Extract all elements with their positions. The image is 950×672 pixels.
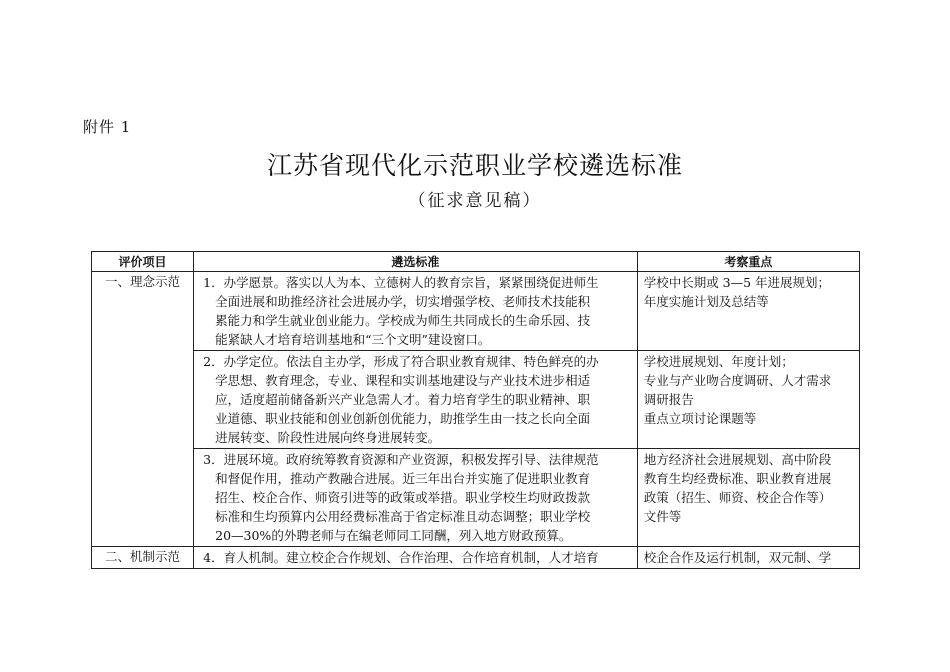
- standard-line: 能紧缺人才培育培训基地和“三个文明”建设窗口。: [215, 332, 491, 347]
- standard-cell: [194, 547, 638, 569]
- category-mechanism: 二、机制示范: [92, 547, 194, 569]
- header-selection-standard: 遴选标准: [194, 252, 638, 272]
- standard-line: 应，适度超前储备新兴产业急需人才。着力培育学生的职业精神、职: [215, 392, 591, 407]
- category-concept: 一、理念示范: [92, 272, 194, 547]
- focus-cell: [637, 272, 859, 351]
- standard-line: 进展转变、阶段性进展向终身进展转变。: [215, 430, 441, 445]
- table-row: [92, 272, 860, 351]
- focus-line: 学校中长期或 3—5 年进展规划；: [643, 275, 831, 290]
- focus-line: 文件等: [643, 509, 682, 524]
- focus-cell: [637, 547, 859, 569]
- focus-line: 教育生均经费标准、职业教育进展: [643, 471, 832, 486]
- standard-cell: [194, 272, 638, 351]
- focus-line: 调研报告: [643, 392, 694, 407]
- standard-line: 3．进展环境。政府统筹教育资源和产业资源，积极发挥引导、法律规范: [203, 452, 599, 467]
- document-subtitle: （征求意见稿）: [408, 191, 542, 211]
- standard-line: 2．办学定位。依法自主办学，形成了符合职业教育规律、特色鲜亮的办: [203, 354, 599, 369]
- table-row: [92, 547, 860, 569]
- focus-line: 年度实施计划及总结等: [643, 294, 769, 309]
- focus-line: 重点立项讨论课题等: [643, 411, 757, 426]
- header-inspection-focus: 考察重点: [637, 252, 859, 272]
- standard-cell: [194, 351, 638, 449]
- standard-line: 业道德、职业技能和创业创新创优能力，助推学生由一技之长向全面: [215, 411, 591, 426]
- table-row: [92, 449, 860, 547]
- standard-line: 标准和生均预算内公用经费标准高于省定标准且动态调整；职业学校: [215, 509, 591, 524]
- criteria-table: [91, 251, 860, 569]
- standard-line: 招生、校企合作、师资引进等的政策或举措。职业学校生均财政拨款: [215, 490, 591, 505]
- standard-line: 全面进展和助推经济社会进展办学，切实增强学校、老师技术技能积: [215, 294, 591, 309]
- focus-cell: [637, 449, 859, 547]
- focus-cell: [637, 351, 859, 449]
- standard-line: 学思想、教育理念，专业、课程和实训基地建设与产业技术进步相适: [215, 373, 591, 388]
- focus-line: 地方经济社会进展规划、高中阶段: [643, 452, 832, 467]
- standard-cell: [194, 449, 638, 547]
- standard-line: 4．育人机制。建立校企合作规划、合作治理、合作培育机制，人才培育: [203, 550, 599, 565]
- standard-line: 累能力和学生就业创业能力。学校成为师生共同成长的生命乐园、技: [215, 313, 591, 328]
- focus-line: 学校进展规划、年度计划；: [643, 354, 794, 369]
- document-title: 江苏省现代化示范职业学校遴选标准: [266, 151, 683, 180]
- standard-line: 20—30%的外聘老师与在编老师同工同酬，列入地方财政预算。: [215, 528, 572, 543]
- focus-line: 校企合作及运行机制，双元制、学: [643, 550, 832, 565]
- attachment-label: 附件 1: [83, 118, 132, 136]
- focus-line: 政策（招生、师资、校企合作等）: [643, 490, 832, 505]
- focus-line: 专业与产业吻合度调研、人才需求: [643, 373, 832, 388]
- header-evaluation-item: 评价项目: [92, 252, 194, 272]
- table-header-row: [92, 252, 860, 272]
- standard-line: 1．办学愿景。落实以人为本、立德树人的教育宗旨，紧紧围绕促进师生: [203, 275, 599, 290]
- table-row: [92, 351, 860, 449]
- standard-line: 和督促作用，推动产教融合进展。近三年出台并实施了促进职业教育: [215, 471, 591, 486]
